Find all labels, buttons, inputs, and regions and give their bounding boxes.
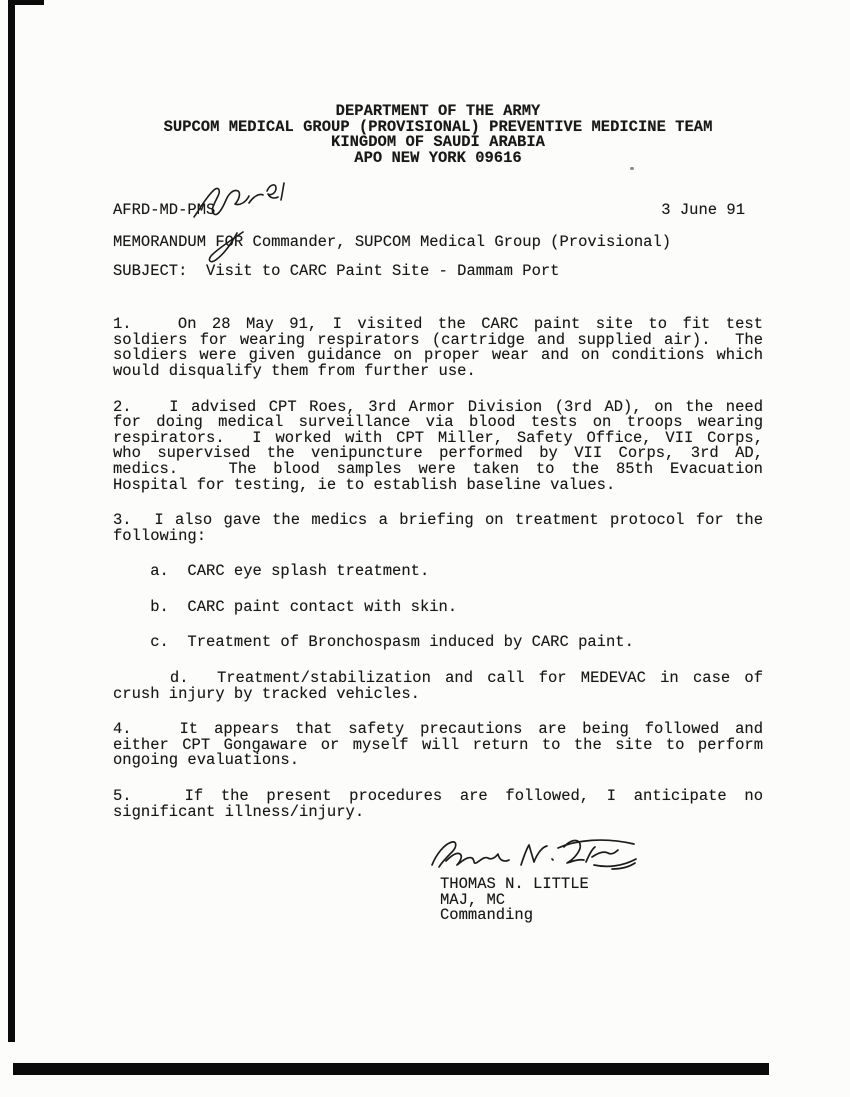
office-symbol: AFRD-MD-PMS: [113, 201, 216, 220]
subject-line: SUBJECT: Visit to CARC Paint Site - Dammam Port: [113, 261, 560, 280]
text-line: c. Treatment of Bronchospasm induced by CARC paint.: [113, 633, 634, 652]
text-line: following:: [113, 526, 207, 545]
paragraph-2: [113, 397, 763, 494]
subparagraph-d: [113, 671, 763, 702]
paragraph-1: [113, 317, 763, 379]
text-line: significant illness/injury.: [113, 802, 365, 821]
paragraph-5: [113, 789, 763, 820]
text-line: respirators. I worked with CPT Miller, Safety Office, VII Corps,: [113, 428, 763, 447]
signature-typed-name: THOMAS N. LITTLE: [440, 875, 589, 894]
text-line: crush injury by tracked vehicles.: [113, 684, 420, 703]
scan-artifact-bottom-bar: [13, 1063, 769, 1075]
memorandum-for-line: MEMORANDUM FOR Commander, SUPCOM Medical Group (Provisional): [113, 232, 672, 251]
memo-content: [113, 104, 763, 924]
subparagraph-b: [113, 597, 763, 616]
text-line: would disqualify them from further use.: [113, 361, 476, 380]
text-line: soldiers were given guidance on proper wear and on conditions which: [113, 346, 763, 365]
text-line: 2. I advised CPT Roes, 3rd Armor Division (3rd AD), on the need: [113, 397, 763, 416]
text-line: 4. It appears that safety precautions are being followed and: [113, 720, 763, 739]
letterhead: [113, 104, 763, 166]
handwritten-signature: [426, 835, 641, 879]
scan-artifact-top-bar: [8, 0, 44, 5]
office-symbol-row: [113, 203, 763, 219]
subparagraph-a: [113, 564, 763, 580]
letterhead-line-3: KINGDOM OF SAUDI ARABIA: [331, 133, 545, 152]
text-line: for doing medical surveillance via blood tests on troops wearing: [113, 413, 763, 432]
text-line: ongoing evaluations.: [113, 751, 300, 770]
text-line: 5. If the present procedures are followed, I anticipate no: [113, 787, 763, 806]
text-line: either CPT Gongaware or myself will return to the site to perform: [113, 735, 763, 754]
letterhead-line-4: APO NEW YORK 09616: [354, 148, 522, 167]
text-line: 3. I also gave the medics a briefing on treatment protocol for the: [113, 511, 763, 530]
text-line: medics. The blood samples were taken to the 85th Evacuation: [113, 459, 763, 478]
signature-title: Commanding: [440, 906, 534, 925]
scan-artifact-left-bar: [8, 0, 15, 1042]
letterhead-line-2: SUPCOM MEDICAL GROUP (PROVISIONAL) PREVENTIVE MEDICINE TEAM: [163, 117, 713, 136]
text-line: Hospital for testing, ie to establish baseline values.: [113, 475, 616, 494]
paragraph-3: [113, 513, 763, 544]
signature-rank: MAJ, MC: [440, 890, 506, 909]
text-line: who supervised the venipuncture performed by VII Corps, 3rd AD,: [113, 444, 763, 463]
text-line: d. Treatment/stabilization and call for MEDEVAC in case of: [113, 669, 763, 688]
text-line: soldiers for wearing respirators (cartridge and supplied air). The: [113, 330, 763, 349]
subparagraph-c: [113, 635, 763, 651]
paragraph-4: [113, 722, 763, 769]
text-line: a. CARC eye splash treatment.: [113, 562, 430, 581]
memo-date: 3 June 91: [661, 201, 745, 220]
memo-body: [113, 317, 763, 820]
text-line: b. CARC paint contact with skin.: [113, 597, 458, 616]
letterhead-line-1: DEPARTMENT OF THE ARMY: [335, 102, 541, 120]
signature-block: [440, 877, 763, 924]
text-line: 1. On 28 May 91, I visited the CARC paint site to fit test: [113, 315, 763, 334]
